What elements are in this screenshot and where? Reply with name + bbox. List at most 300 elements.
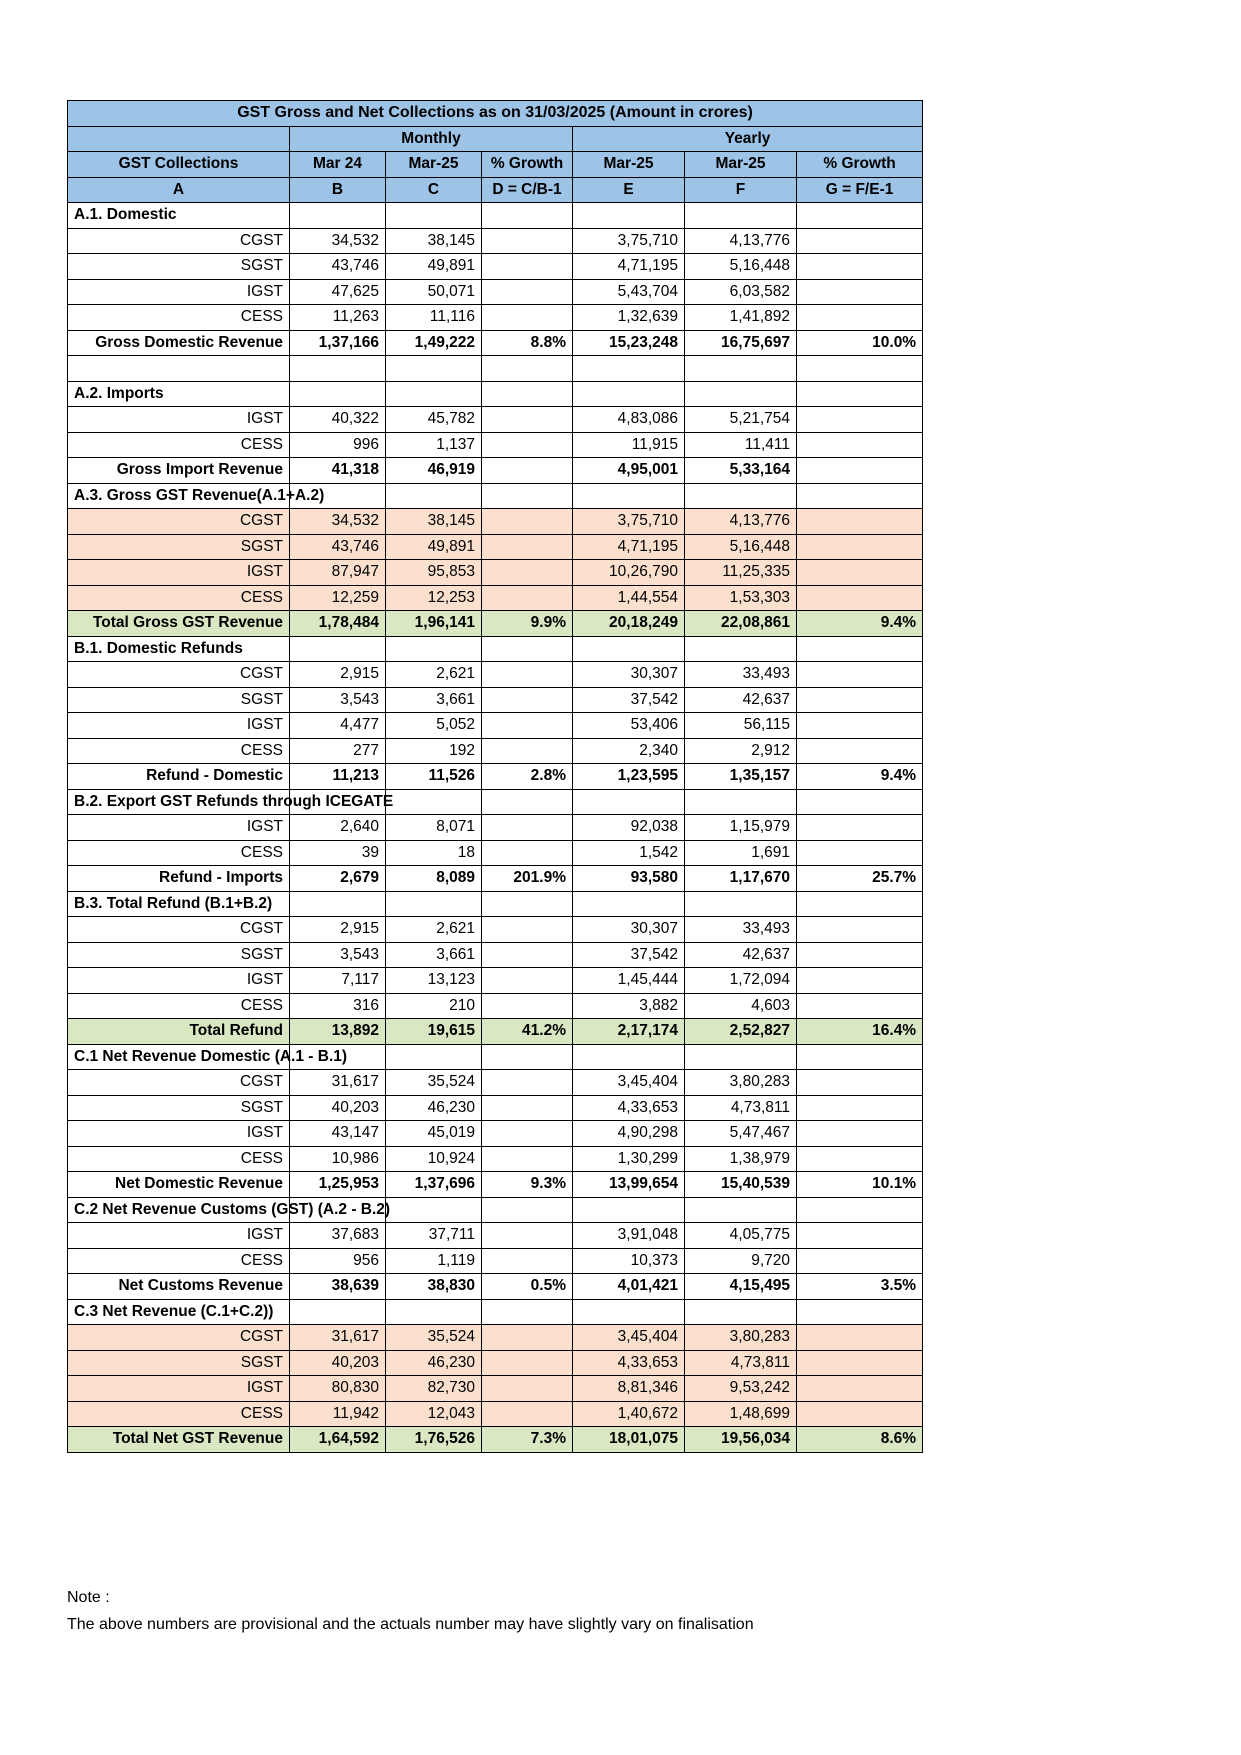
table-row (68, 942, 923, 968)
table-row-subtotal (68, 1172, 923, 1198)
row-label: Total Refund (68, 1019, 290, 1045)
cell-e: 4,90,298 (573, 1121, 685, 1147)
cell-g (797, 1223, 923, 1249)
cell-e (573, 1197, 685, 1223)
cell-g (797, 585, 923, 611)
row-label: B.1. Domestic Refunds (68, 636, 290, 662)
row-label: Total Gross GST Revenue (68, 611, 290, 637)
cell-b: 34,532 (290, 509, 386, 535)
cell-c: 38,830 (386, 1274, 482, 1300)
cell-f: 19,56,034 (685, 1427, 797, 1453)
cell-f: 22,08,861 (685, 611, 797, 637)
note-text: The above numbers are provisional and the actuals number may have slightly vary on finalisation (67, 1616, 754, 1633)
cell-c: 12,253 (386, 585, 482, 611)
table-row (68, 1121, 923, 1147)
cell-g (797, 560, 923, 586)
cell-e: 53,406 (573, 713, 685, 739)
cell-f: 56,115 (685, 713, 797, 739)
cell-e: 18,01,075 (573, 1427, 685, 1453)
cell-e (573, 356, 685, 382)
cell-e (573, 789, 685, 815)
table-row-subtotal (68, 764, 923, 790)
cell-c: 46,919 (386, 458, 482, 484)
cell-b: 38,639 (290, 1274, 386, 1300)
cell-d (482, 687, 573, 713)
row-label: C.3 Net Revenue (C.1+C.2)) (68, 1299, 290, 1325)
row-label: B.2. Export GST Refunds through ICEGATE (68, 789, 290, 815)
row-label: IGST (68, 560, 290, 586)
cell-e (573, 636, 685, 662)
group-header-row (68, 126, 923, 152)
cell-d (482, 534, 573, 560)
cell-f (685, 483, 797, 509)
cell-b: 47,625 (290, 279, 386, 305)
cell-g: 10.1% (797, 1172, 923, 1198)
cell-f: 4,13,776 (685, 509, 797, 535)
cell-f: 3,80,283 (685, 1070, 797, 1096)
cell-f: 4,15,495 (685, 1274, 797, 1300)
row-label: SGST (68, 254, 290, 280)
gst-collections-table-container (67, 100, 922, 1453)
cell-e: 8,81,346 (573, 1376, 685, 1402)
cell-c: 5,052 (386, 713, 482, 739)
cell-g (797, 687, 923, 713)
cell-g (797, 1376, 923, 1402)
cell-e: 3,91,048 (573, 1223, 685, 1249)
cell-g (797, 942, 923, 968)
cell-g (797, 432, 923, 458)
cell-d (482, 713, 573, 739)
table-row-highlight-peach (68, 585, 923, 611)
cell-f: 5,16,448 (685, 534, 797, 560)
cell-f: 9,720 (685, 1248, 797, 1274)
cell-b: 11,213 (290, 764, 386, 790)
cell-c: 45,782 (386, 407, 482, 433)
row-label: Refund - Domestic (68, 764, 290, 790)
cell-b (290, 381, 386, 407)
cell-g: 9.4% (797, 611, 923, 637)
cell-c: 8,071 (386, 815, 482, 841)
cell-d (482, 789, 573, 815)
row-label: SGST (68, 1350, 290, 1376)
table-row-section-header (68, 203, 923, 229)
table-row (68, 1248, 923, 1274)
cell-e: 4,83,086 (573, 407, 685, 433)
cell-e: 20,18,249 (573, 611, 685, 637)
row-label: CGST (68, 662, 290, 688)
cell-g (797, 917, 923, 943)
table-row-section-header (68, 483, 923, 509)
table-row-section-header (68, 891, 923, 917)
table-data-body (68, 203, 923, 1453)
cell-f: 4,603 (685, 993, 797, 1019)
cell-b: 87,947 (290, 560, 386, 586)
cell-f: 1,72,094 (685, 968, 797, 994)
row-label: B.3. Total Refund (B.1+B.2) (68, 891, 290, 917)
column-letter-d: D = C/B-1 (482, 177, 573, 203)
cell-f: 1,17,670 (685, 866, 797, 892)
row-label: Net Domestic Revenue (68, 1172, 290, 1198)
cell-d: 201.9% (482, 866, 573, 892)
cell-f: 4,05,775 (685, 1223, 797, 1249)
note-heading: Note : (67, 1589, 110, 1606)
cell-d: 0.5% (482, 1274, 573, 1300)
cell-g: 10.0% (797, 330, 923, 356)
table-row (68, 279, 923, 305)
cell-f (685, 1299, 797, 1325)
cell-d (482, 203, 573, 229)
cell-d: 9.3% (482, 1172, 573, 1198)
table-row (68, 815, 923, 841)
cell-c (386, 203, 482, 229)
table-row-highlight-peach (68, 1401, 923, 1427)
cell-c: 19,615 (386, 1019, 482, 1045)
cell-e: 37,542 (573, 942, 685, 968)
cell-c: 3,661 (386, 687, 482, 713)
row-label: SGST (68, 942, 290, 968)
cell-d (482, 356, 573, 382)
row-label: C.2 Net Revenue Customs (GST) (A.2 - B.2) (68, 1197, 290, 1223)
table-row (68, 1095, 923, 1121)
cell-b: 80,830 (290, 1376, 386, 1402)
cell-d (482, 1121, 573, 1147)
cell-g (797, 534, 923, 560)
row-label: CGST (68, 228, 290, 254)
cell-c: 38,145 (386, 509, 482, 535)
cell-g (797, 458, 923, 484)
table-row-highlight-peach (68, 534, 923, 560)
cell-e: 10,26,790 (573, 560, 685, 586)
table-row-highlight-peach (68, 1350, 923, 1376)
row-label: IGST (68, 1223, 290, 1249)
table-row-section-header (68, 1197, 923, 1223)
row-label: Total Net GST Revenue (68, 1427, 290, 1453)
cell-e (573, 1044, 685, 1070)
cell-b: 40,322 (290, 407, 386, 433)
row-label: SGST (68, 687, 290, 713)
cell-d (482, 1146, 573, 1172)
table-row-section-header (68, 789, 923, 815)
row-label: IGST (68, 407, 290, 433)
cell-c (386, 789, 482, 815)
cell-c: 82,730 (386, 1376, 482, 1402)
group-header-blank (68, 126, 290, 152)
row-label: CESS (68, 738, 290, 764)
cell-g (797, 1121, 923, 1147)
cell-f: 2,912 (685, 738, 797, 764)
table-row (68, 968, 923, 994)
cell-e: 1,45,444 (573, 968, 685, 994)
cell-b: 3,543 (290, 687, 386, 713)
cell-e: 2,17,174 (573, 1019, 685, 1045)
cell-e: 30,307 (573, 917, 685, 943)
cell-e: 93,580 (573, 866, 685, 892)
row-label: Gross Domestic Revenue (68, 330, 290, 356)
cell-f: 15,40,539 (685, 1172, 797, 1198)
cell-c: 2,621 (386, 917, 482, 943)
cell-f: 5,33,164 (685, 458, 797, 484)
cell-g (797, 1325, 923, 1351)
cell-d (482, 279, 573, 305)
cell-d (482, 1044, 573, 1070)
table-row (68, 407, 923, 433)
cell-d (482, 942, 573, 968)
row-label: IGST (68, 279, 290, 305)
cell-c: 46,230 (386, 1095, 482, 1121)
column-letter-g: G = F/E-1 (797, 177, 923, 203)
cell-e: 30,307 (573, 662, 685, 688)
cell-e: 37,542 (573, 687, 685, 713)
cell-d (482, 254, 573, 280)
row-label: SGST (68, 534, 290, 560)
cell-c: 1,76,526 (386, 1427, 482, 1453)
cell-d (482, 1223, 573, 1249)
cell-d: 7.3% (482, 1427, 573, 1453)
cell-f: 1,38,979 (685, 1146, 797, 1172)
table-row-section-header (68, 381, 923, 407)
table-row (68, 305, 923, 331)
cell-f: 9,53,242 (685, 1376, 797, 1402)
cell-f (685, 381, 797, 407)
cell-e: 5,43,704 (573, 279, 685, 305)
cell-e: 4,33,653 (573, 1350, 685, 1376)
column-header-d: % Growth (482, 152, 573, 178)
table-row (68, 432, 923, 458)
cell-f: 1,53,303 (685, 585, 797, 611)
cell-g (797, 993, 923, 1019)
cell-f: 4,73,811 (685, 1095, 797, 1121)
cell-c: 192 (386, 738, 482, 764)
cell-d (482, 662, 573, 688)
cell-d (482, 1350, 573, 1376)
cell-d (482, 1248, 573, 1274)
cell-c (386, 636, 482, 662)
row-label: Gross Import Revenue (68, 458, 290, 484)
row-label: CGST (68, 917, 290, 943)
cell-g: 9.4% (797, 764, 923, 790)
table-row-total-green (68, 611, 923, 637)
cell-d: 9.9% (482, 611, 573, 637)
cell-g: 25.7% (797, 866, 923, 892)
cell-f: 33,493 (685, 662, 797, 688)
cell-c (386, 1197, 482, 1223)
table-row-highlight-peach (68, 1376, 923, 1402)
row-label (68, 356, 290, 382)
cell-g (797, 1197, 923, 1223)
cell-g (797, 891, 923, 917)
cell-g (797, 815, 923, 841)
cell-g (797, 636, 923, 662)
table-row (68, 993, 923, 1019)
cell-b: 43,746 (290, 534, 386, 560)
column-header-label: GST Collections (68, 152, 290, 178)
cell-d (482, 993, 573, 1019)
cell-b: 4,477 (290, 713, 386, 739)
cell-b: 37,683 (290, 1223, 386, 1249)
cell-e: 3,882 (573, 993, 685, 1019)
column-letter-f: F (685, 177, 797, 203)
column-header-f: Mar-25 (685, 152, 797, 178)
cell-f: 1,15,979 (685, 815, 797, 841)
cell-g (797, 1248, 923, 1274)
cell-d (482, 1376, 573, 1402)
table-row (68, 713, 923, 739)
table-row (68, 1146, 923, 1172)
cell-c (386, 483, 482, 509)
cell-b: 1,25,953 (290, 1172, 386, 1198)
cell-d (482, 228, 573, 254)
cell-g (797, 1044, 923, 1070)
cell-b: 12,259 (290, 585, 386, 611)
cell-d (482, 1070, 573, 1096)
table-row-highlight-peach (68, 1325, 923, 1351)
cell-f: 11,25,335 (685, 560, 797, 586)
row-label: CGST (68, 1070, 290, 1096)
cell-b: 31,617 (290, 1325, 386, 1351)
cell-c: 8,089 (386, 866, 482, 892)
table-title: GST Gross and Net Collections as on 31/03/2025 (Amount in crores) (68, 101, 923, 127)
cell-g (797, 1070, 923, 1096)
cell-f: 11,411 (685, 432, 797, 458)
cell-c: 11,116 (386, 305, 482, 331)
cell-e: 1,542 (573, 840, 685, 866)
cell-c: 3,661 (386, 942, 482, 968)
cell-b: 11,263 (290, 305, 386, 331)
cell-d (482, 585, 573, 611)
cell-b: 43,147 (290, 1121, 386, 1147)
cell-b: 1,78,484 (290, 611, 386, 637)
cell-d (482, 432, 573, 458)
row-label: CESS (68, 840, 290, 866)
cell-g (797, 789, 923, 815)
cell-g (797, 228, 923, 254)
cell-g (797, 738, 923, 764)
cell-f: 33,493 (685, 917, 797, 943)
table-row (68, 1070, 923, 1096)
cell-f: 5,16,448 (685, 254, 797, 280)
cell-f (685, 356, 797, 382)
cell-g (797, 203, 923, 229)
cell-b: 40,203 (290, 1350, 386, 1376)
cell-b: 956 (290, 1248, 386, 1274)
cell-c: 11,526 (386, 764, 482, 790)
cell-c (386, 891, 482, 917)
cell-b: 13,892 (290, 1019, 386, 1045)
row-label: CGST (68, 1325, 290, 1351)
cell-c: 12,043 (386, 1401, 482, 1427)
cell-g (797, 1146, 923, 1172)
row-label: CESS (68, 993, 290, 1019)
table-title-row (68, 101, 923, 127)
cell-d (482, 407, 573, 433)
cell-b: 11,942 (290, 1401, 386, 1427)
cell-e: 1,40,672 (573, 1401, 685, 1427)
cell-e: 1,30,299 (573, 1146, 685, 1172)
row-label: IGST (68, 815, 290, 841)
column-header-e: Mar-25 (573, 152, 685, 178)
column-letter-b: B (290, 177, 386, 203)
row-label: IGST (68, 1376, 290, 1402)
cell-f: 3,80,283 (685, 1325, 797, 1351)
column-letter-a: A (68, 177, 290, 203)
cell-e: 4,71,195 (573, 254, 685, 280)
table-row-highlight-peach (68, 509, 923, 535)
table-row-subtotal (68, 866, 923, 892)
cell-b: 316 (290, 993, 386, 1019)
cell-b: 34,532 (290, 228, 386, 254)
cell-d (482, 1325, 573, 1351)
cell-g (797, 381, 923, 407)
cell-b: 10,986 (290, 1146, 386, 1172)
table-row (68, 254, 923, 280)
cell-e: 4,71,195 (573, 534, 685, 560)
cell-c: 45,019 (386, 1121, 482, 1147)
group-header-monthly: Monthly (290, 126, 573, 152)
cell-c (386, 1299, 482, 1325)
cell-d (482, 509, 573, 535)
table-row-subtotal (68, 458, 923, 484)
gst-collections-table (67, 100, 923, 1453)
row-label: CGST (68, 509, 290, 535)
cell-g (797, 1095, 923, 1121)
cell-b: 2,640 (290, 815, 386, 841)
row-label: Refund - Imports (68, 866, 290, 892)
cell-e: 3,75,710 (573, 509, 685, 535)
cell-b (290, 356, 386, 382)
cell-f (685, 203, 797, 229)
cell-f: 1,691 (685, 840, 797, 866)
cell-c (386, 381, 482, 407)
cell-f: 4,73,811 (685, 1350, 797, 1376)
cell-f: 5,21,754 (685, 407, 797, 433)
cell-f: 42,637 (685, 942, 797, 968)
cell-g (797, 483, 923, 509)
table-row-total-green (68, 1427, 923, 1453)
cell-c: 10,924 (386, 1146, 482, 1172)
cell-d (482, 1401, 573, 1427)
table-row-section-header (68, 1299, 923, 1325)
cell-g (797, 968, 923, 994)
table-row (68, 687, 923, 713)
row-label: CESS (68, 1146, 290, 1172)
cell-b: 43,746 (290, 254, 386, 280)
cell-b: 1,64,592 (290, 1427, 386, 1453)
cell-f (685, 891, 797, 917)
cell-c: 13,123 (386, 968, 482, 994)
cell-g (797, 713, 923, 739)
cell-e: 3,45,404 (573, 1325, 685, 1351)
cell-d (482, 1197, 573, 1223)
table-row-section-header (68, 1044, 923, 1070)
cell-g (797, 254, 923, 280)
cell-e: 15,23,248 (573, 330, 685, 356)
cell-b (290, 1299, 386, 1325)
cell-c (386, 356, 482, 382)
cell-d (482, 968, 573, 994)
cell-c (386, 1044, 482, 1070)
cell-b: 2,679 (290, 866, 386, 892)
cell-f: 1,35,157 (685, 764, 797, 790)
cell-e: 4,33,653 (573, 1095, 685, 1121)
cell-b: 277 (290, 738, 386, 764)
note-block (67, 1584, 754, 1638)
row-label: IGST (68, 1121, 290, 1147)
cell-b: 2,915 (290, 662, 386, 688)
cell-e (573, 891, 685, 917)
table-row (68, 662, 923, 688)
cell-c: 49,891 (386, 254, 482, 280)
table-row (68, 738, 923, 764)
